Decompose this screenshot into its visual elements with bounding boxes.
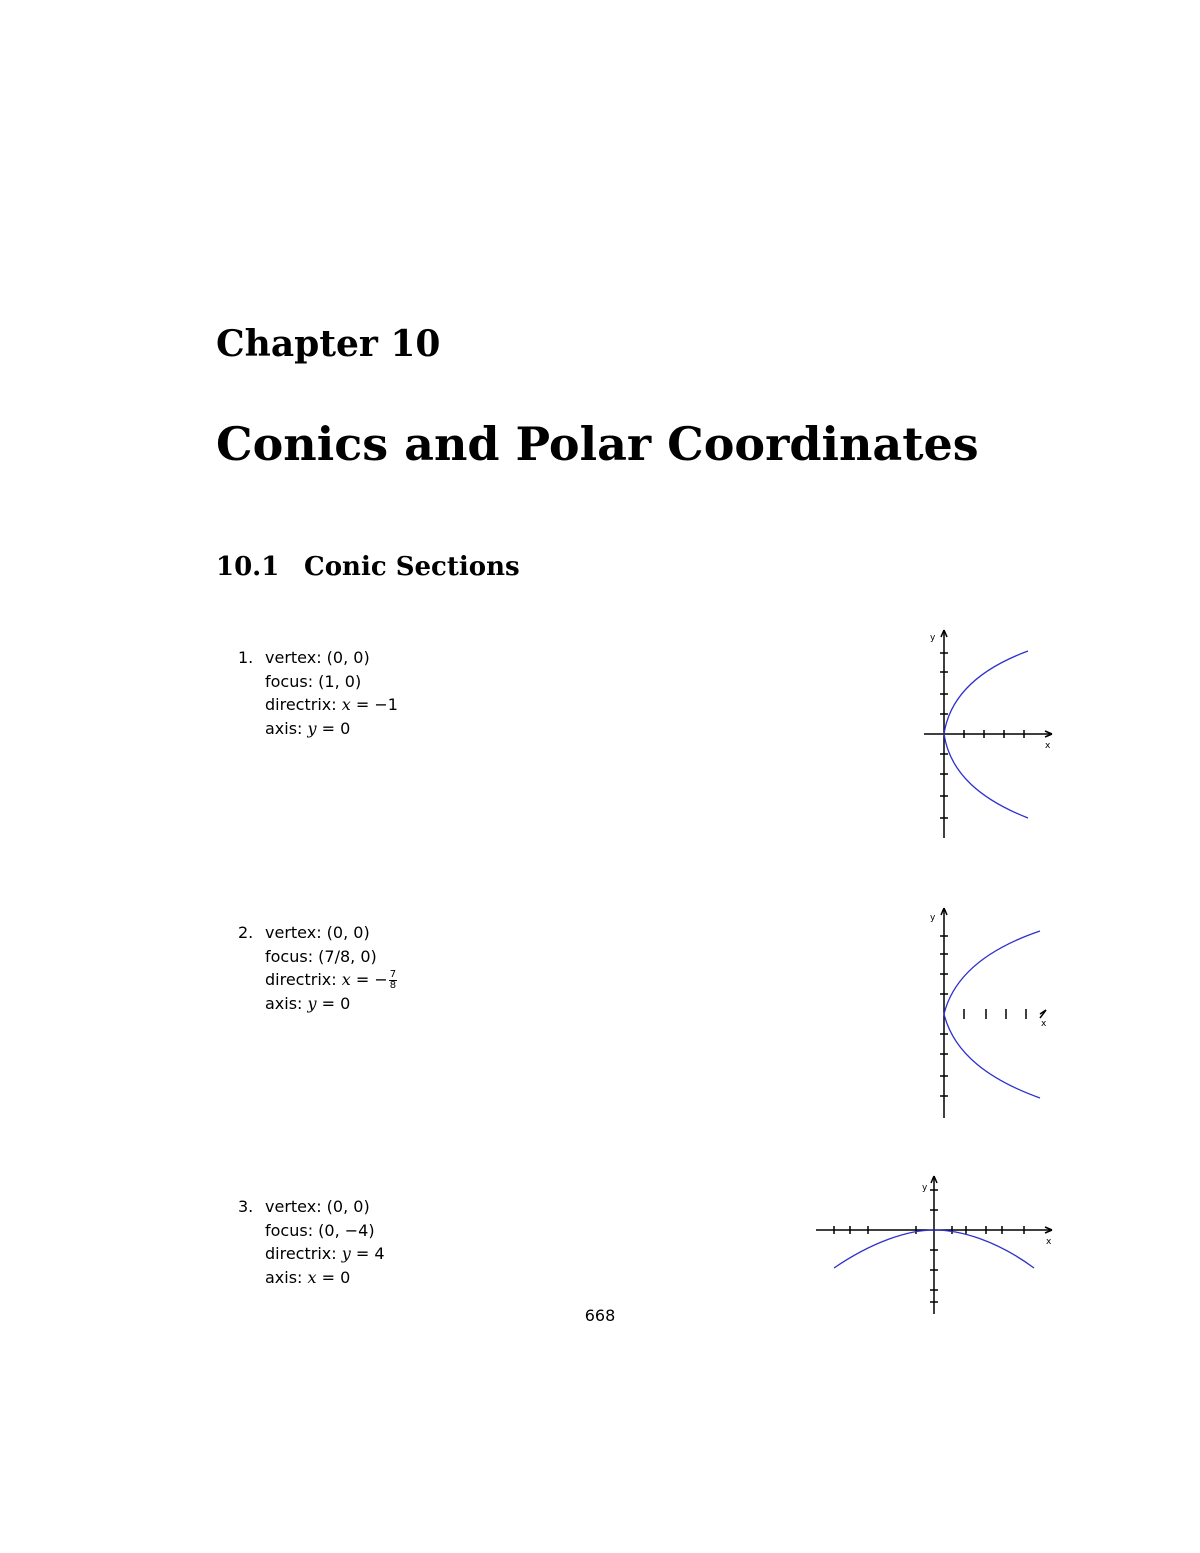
y-axis-label: y — [922, 1183, 928, 1193]
section-number: 10.1 — [216, 552, 280, 582]
x-axis-label: x — [1045, 741, 1051, 751]
x-axis-label: x — [1041, 1019, 1047, 1029]
focus-line: focus: (1, 0) — [265, 671, 362, 691]
parabola-plot-2 — [920, 902, 1060, 1122]
problem-number: 3. — [238, 1197, 254, 1216]
problem-number: 1. — [238, 648, 254, 667]
problem-2 — [238, 921, 397, 1015]
directrix-line: directrix: y = 4 — [265, 1244, 385, 1263]
directrix-line: directrix: x = −1 — [265, 695, 398, 714]
axis-line: axis: y = 0 — [265, 993, 351, 1013]
chapter-title: Conics and Polar Coordinates — [216, 417, 979, 471]
focus-line: focus: (0, −4) — [265, 1220, 375, 1240]
section-title: Conic Sections — [304, 552, 520, 582]
fraction: $\frac{7}{8}$ — [389, 969, 397, 991]
chapter-label: Chapter 10 — [216, 323, 441, 365]
problem-3 — [238, 1195, 385, 1289]
section-heading — [216, 550, 520, 584]
parabola-plot-3 — [812, 1170, 1060, 1320]
problem-number: 2. — [238, 923, 254, 942]
y-axis-label: y — [930, 633, 936, 643]
parabola-plot-1 — [920, 624, 1060, 840]
directrix-line: directrix: x = − $\frac{7}{8}$ — [265, 969, 397, 991]
vertex-line: vertex: (0, 0) — [265, 648, 370, 667]
axis-line: axis: y = 0 — [265, 718, 351, 738]
focus-line: focus: (7/8, 0) — [265, 946, 377, 966]
axis-line: axis: x = 0 — [265, 1267, 351, 1287]
y-axis-label: y — [930, 913, 936, 923]
x-axis-label: x — [1046, 1237, 1052, 1247]
vertex-line: vertex: (0, 0) — [265, 923, 370, 942]
page-number: 668 — [584, 1306, 616, 1325]
vertex-line: vertex: (0, 0) — [265, 1197, 370, 1216]
problem-1 — [238, 646, 398, 740]
